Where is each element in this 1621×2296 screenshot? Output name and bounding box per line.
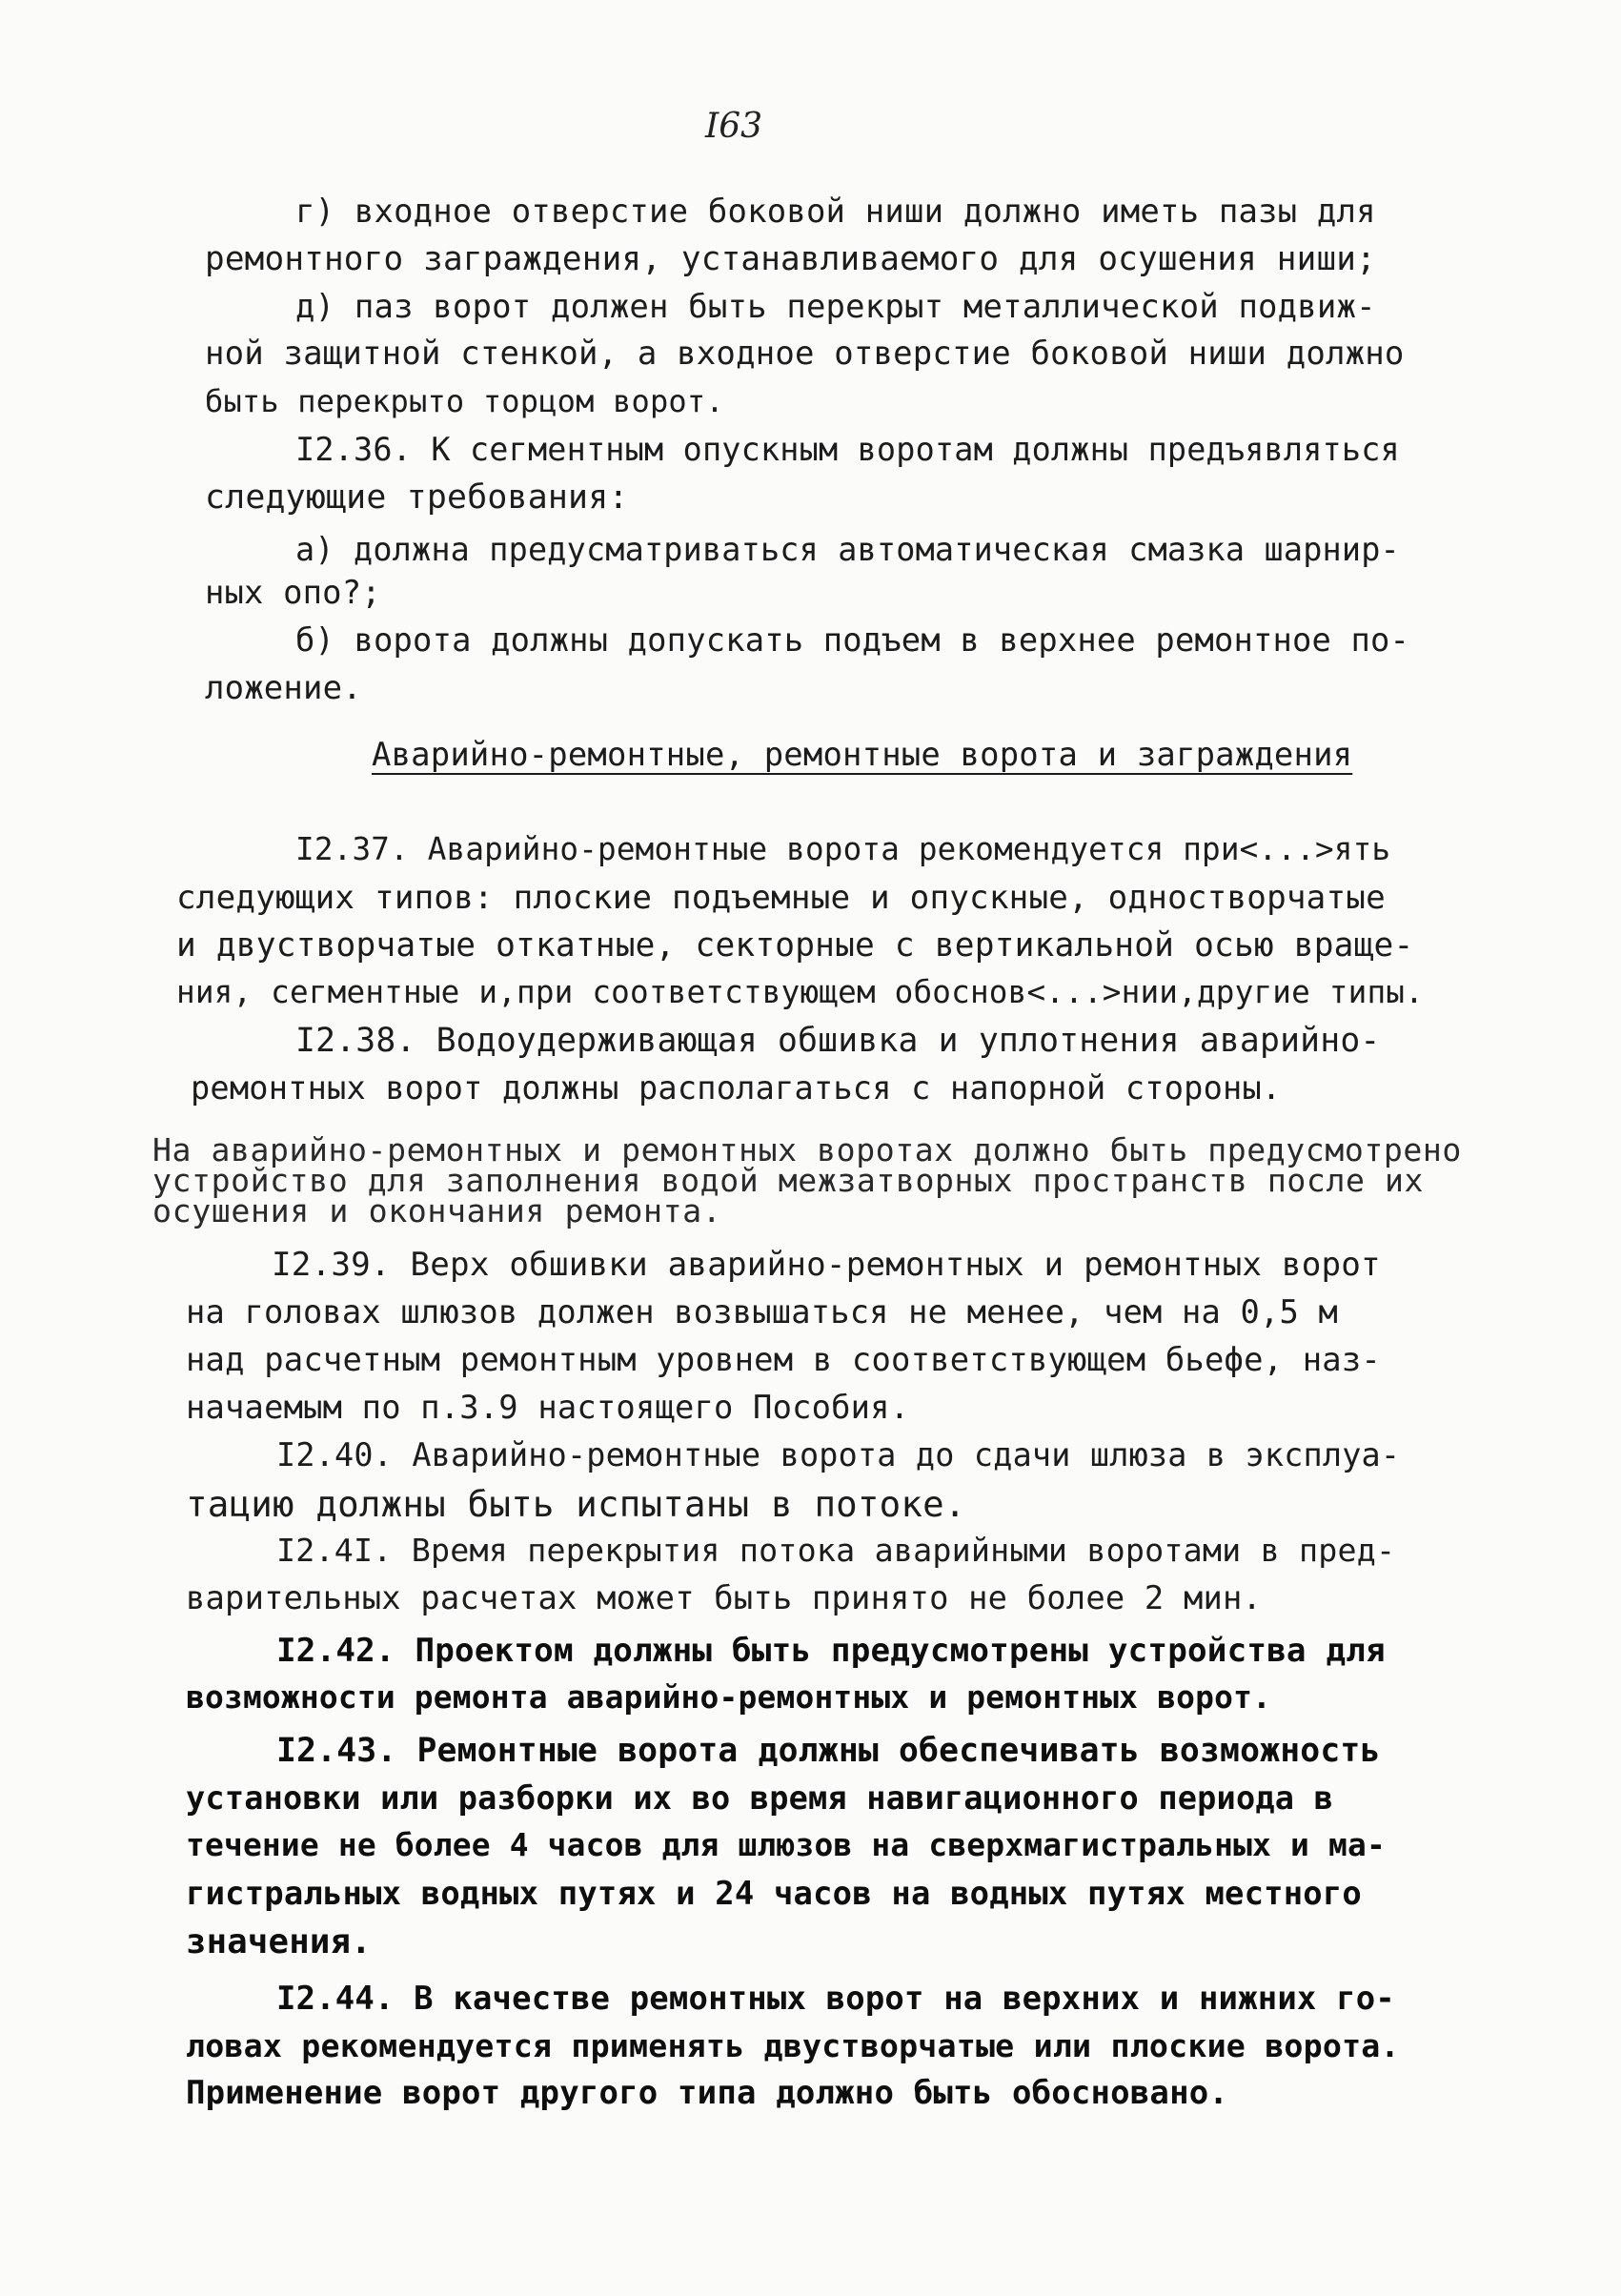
text-line: варительных расчетах может быть принято не более 2 мин. <box>186 1579 1263 1616</box>
text-line: I2.4I. Время перекрытия потока аварийными воротами в пред- <box>276 1532 1396 1569</box>
text-line: течение не более 4 часов для шлюзов на сверхмагистральных и ма- <box>186 1826 1386 1863</box>
section-heading: Аварийно-ремонтные, ремонтные ворота и заграждения <box>372 736 1353 773</box>
text-line: I2.42. Проектом должны быть предусмотрены устройства для <box>276 1632 1386 1670</box>
text-line: I2.43. Ремонтные ворота должны обеспечивать возможность <box>276 1732 1381 1770</box>
text-line: возможности ремонта аварийно-ремонтных и ремонтных ворот. <box>186 1678 1272 1716</box>
text-line: I2.39. Верх обшивки аварийно-ремонтных и ремонтных ворот <box>272 1246 1381 1284</box>
text-line: ремонтного заграждения, устанавливаемого для осушения ниши; <box>205 240 1376 278</box>
text-line: I2.38. Водоудерживающая обшивка и уплотнения аварийно- <box>295 1022 1381 1060</box>
text-line: г) входное отверстие боковой ниши должно иметь пазы для <box>295 193 1376 230</box>
text-line: ложение. <box>205 669 362 706</box>
text-line: осушения и окончания ремонта. <box>152 1192 722 1229</box>
text-line: д) паз ворот должен быть перекрыт металлической подвиж- <box>295 288 1376 325</box>
page-number: I63 <box>705 107 763 146</box>
text-line: на головах шлюзов должен возвышаться не менее, чем на 0,5 м <box>186 1293 1338 1331</box>
text-line: На аварийно-ремонтных и ремонтных воротах должно быть предусмотрено <box>152 1131 1462 1168</box>
text-line: ных опо?; <box>205 574 381 611</box>
text-line: а) должна предусматриваться автоматическая смазка шарнир- <box>295 531 1400 568</box>
text-line: I2.44. В качестве ремонтных ворот на верхних и нижних го- <box>276 1980 1395 2017</box>
text-line: быть перекрыто торцом ворот. <box>205 383 724 419</box>
text-line: I2.40. Аварийно-ремонтные ворота до сдачи шлюза в эксплуа- <box>276 1436 1401 1473</box>
text-line: следующие требования: <box>205 478 629 517</box>
text-line: установки или разборки их во время навигационного периода в <box>186 1779 1333 1817</box>
text-line: следующих типов: плоские подъемные и опускные, одностворчатые <box>176 879 1386 917</box>
text-line: ной защитной стенкой, а входное отверстие боковой ниши должно <box>205 335 1405 373</box>
text-line: ремонтных ворот должны располагаться с напорной стороны. <box>191 1069 1282 1107</box>
text-line: гистральных водных путях и 24 часов на водных путях местного <box>186 1875 1362 1912</box>
text-line: устройство для заполнения водой межзатворных пространств после их <box>152 1162 1425 1199</box>
text-line: над расчетным ремонтным уровнем в соответствующем бьефе, наз- <box>186 1341 1381 1378</box>
text-line: и двустворчатые откатные, секторные с вертикальной осью враще- <box>176 926 1414 965</box>
text-line: начаемым по п.3.9 настоящего Пособия. <box>186 1389 910 1426</box>
text-line: I2.37. Аварийно-ремонтные ворота рекомендуется при<...>ять <box>295 831 1391 867</box>
text-line: значения. <box>186 1922 372 1961</box>
text-line: ловах рекомендуется применять двустворчатые или плоские ворота. <box>186 2027 1400 2064</box>
text-line: ния, сегментные и,при соответствующем обоснов<...>нии,другие типы. <box>176 974 1424 1010</box>
text-line: б) ворота должны допускать подъем в верхнее ремонтное по- <box>295 621 1410 659</box>
text-line: тацию должны быть испытаны в потоке. <box>186 1483 966 1525</box>
text-line: I2.36. К сегментным опускным воротам должны предъявляться <box>295 431 1400 468</box>
text-line: Применение ворот другого типа должно быть обосновано. <box>186 2074 1228 2112</box>
